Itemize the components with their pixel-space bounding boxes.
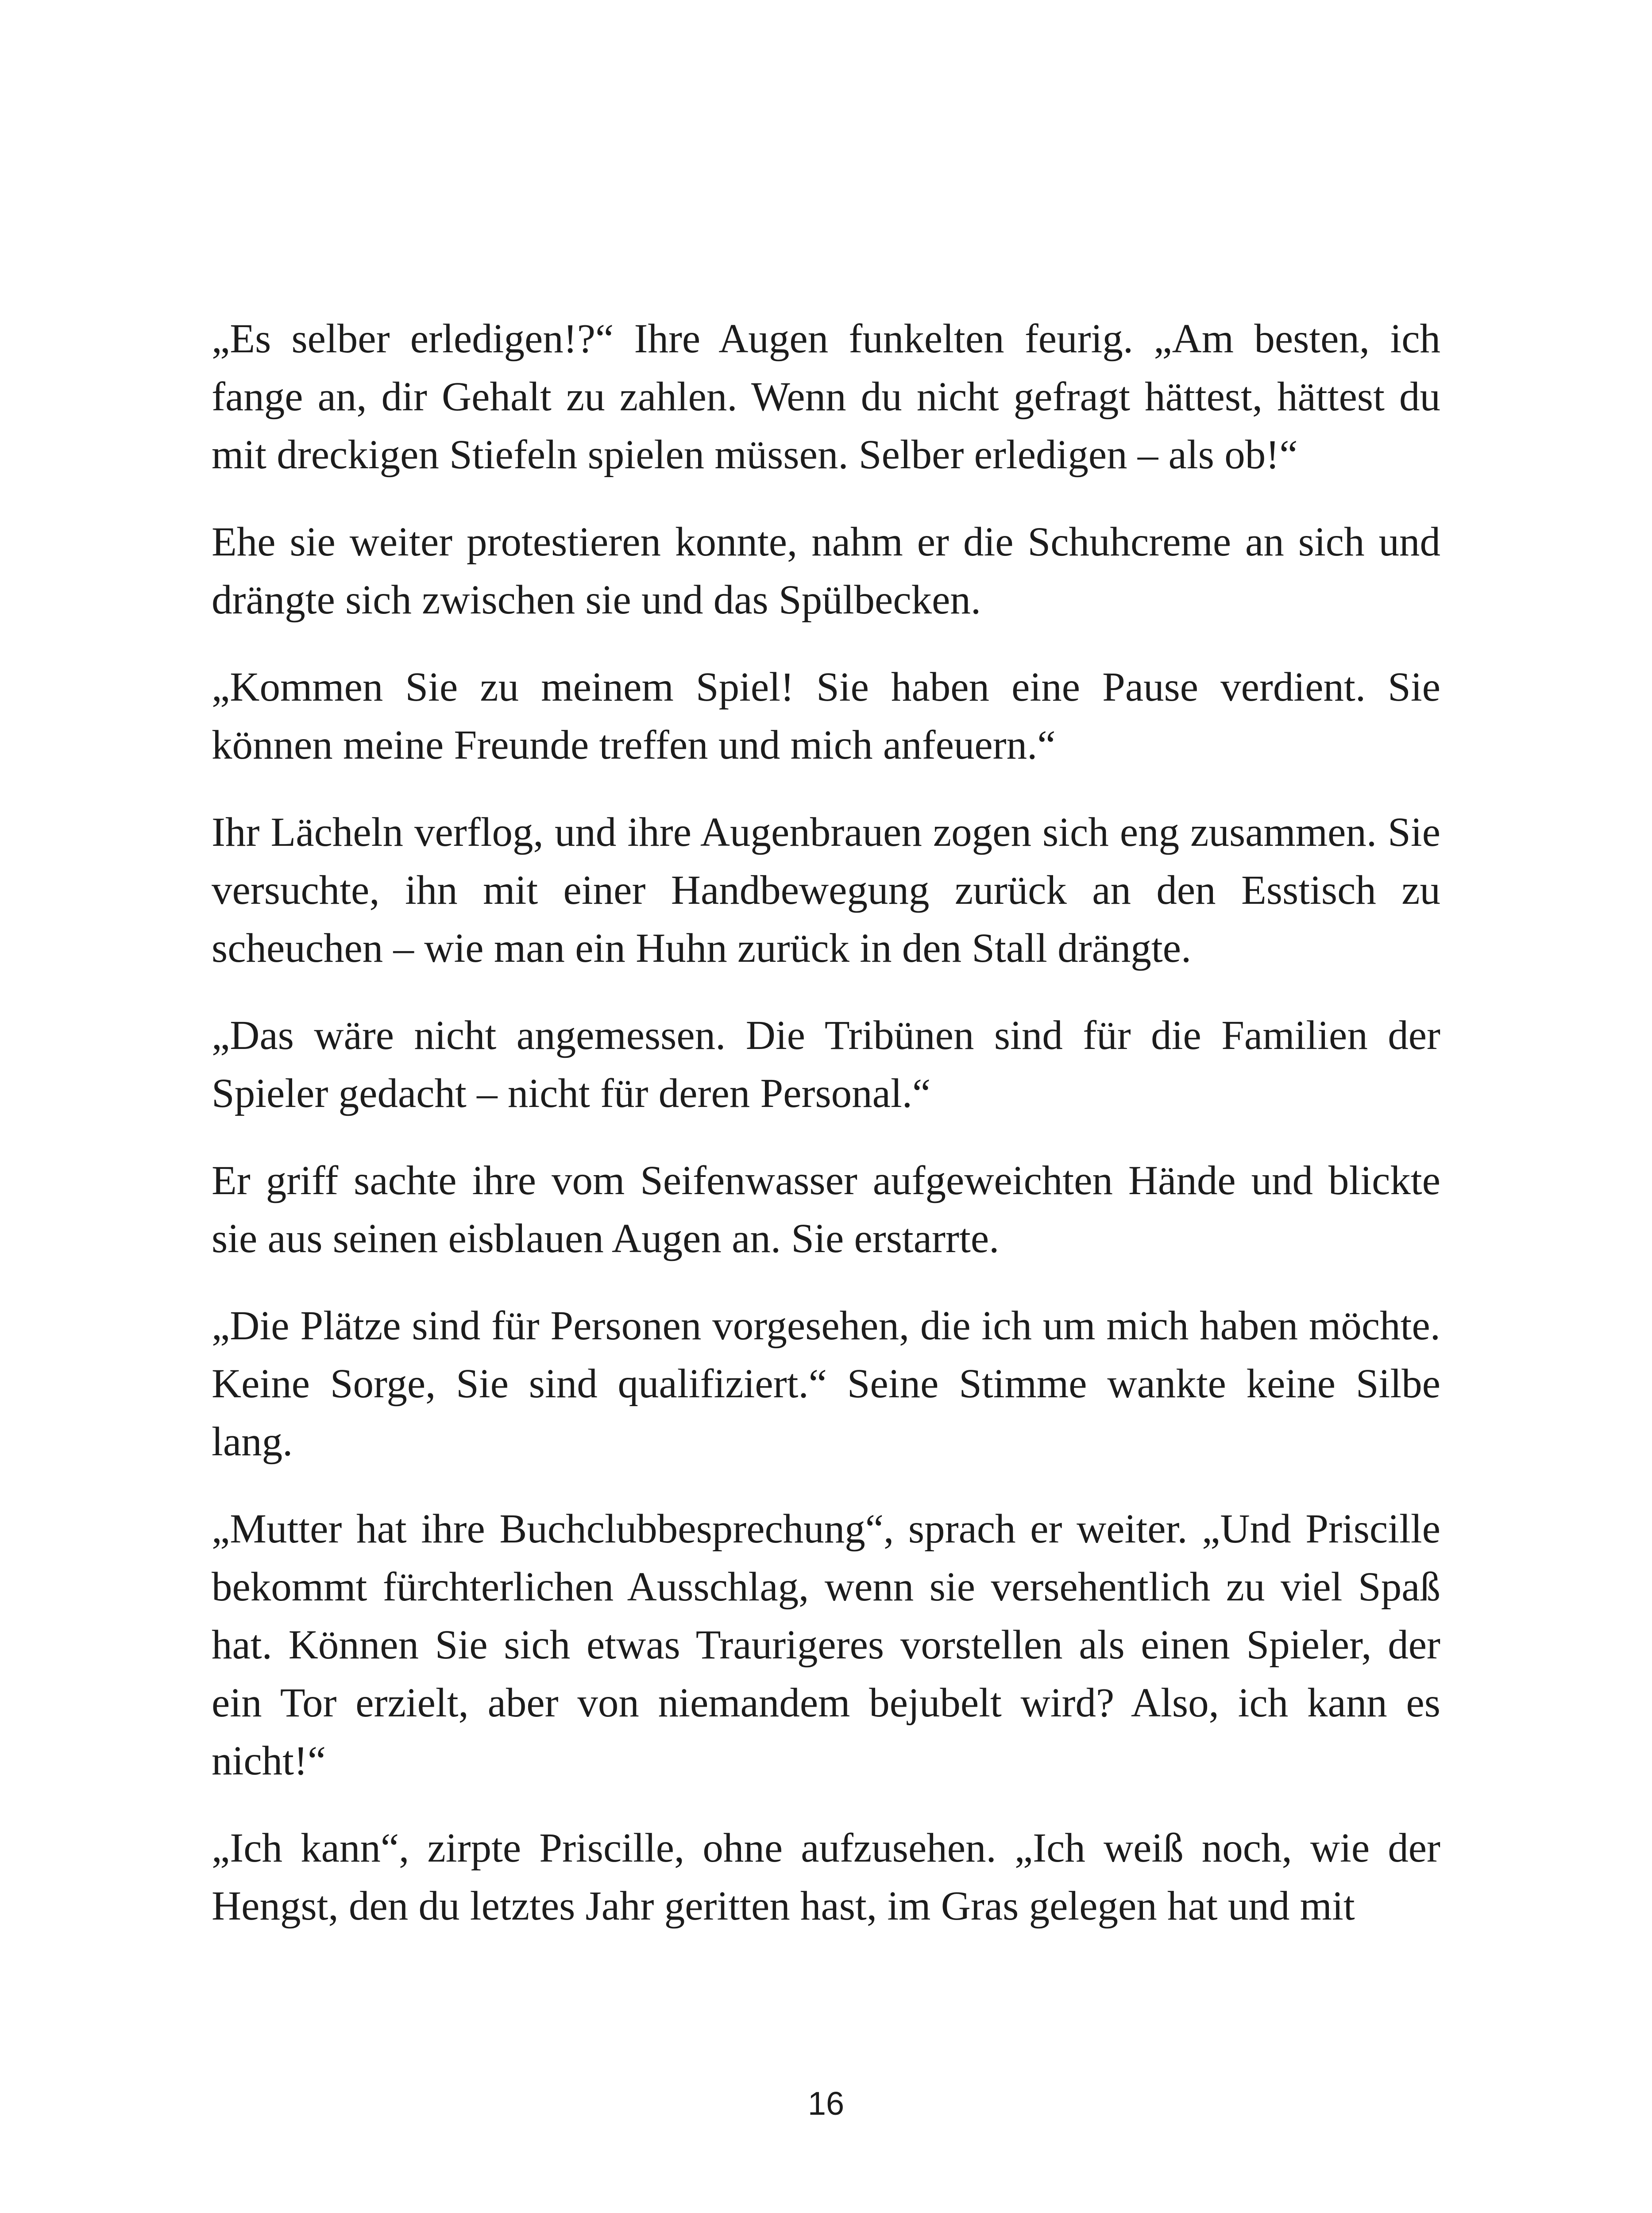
page-number: 16 (807, 2085, 845, 2122)
body-text (212, 310, 1440, 1964)
paragraph: „Die Plätze sind für Personen vorgesehen, die ich um mich haben möchte. Keine Sorge, Sie sind qualifiziert.“ Seine Stimme wankte keine Silbe lang. (212, 1303, 1440, 1465)
paragraph: Ehe sie weiter protestieren konnte, nahm er die Schuhcreme an sich und drängte sich zwischen sie und das Spülbecken. (212, 519, 1440, 623)
paragraph: „Ich kann“, zirpte Priscille, ohne aufzusehen. „Ich weiß noch, wie der Hengst, den du letztes Jahr geritten hast, im Gras gelegen hat und mit (212, 1825, 1440, 1929)
paragraph: Ihr Lächeln verflog, und ihre Augenbrauen zogen sich eng zusammen. Sie versuchte, ihn mit einer Handbewegung zurück an den Esstisch zu scheuchen – wie man ein Huhn zurück in den Stall drängte. (212, 810, 1440, 971)
paragraph: „Das wäre nicht angemessen. Die Tribünen sind für die Familien der Spieler gedacht – nicht für deren Personal.“ (212, 1013, 1440, 1116)
paragraph: Er griff sachte ihre vom Seifenwasser aufgeweichten Hände und blickte sie aus seinen eisblauen Augen an. Sie erstarrte. (212, 1158, 1440, 1261)
paragraph: „Kommen Sie zu meinem Spiel! Sie haben eine Pause verdient. Sie können meine Freunde treffen und mich anfeuern.“ (212, 664, 1440, 768)
paragraph: „Es selber erledigen!?“ Ihre Augen funkelten feurig. „Am besten, ich fange an, dir Gehalt zu zahlen. Wenn du nicht gefragt hättest, hättest du mit dreckigen Stiefeln spielen müssen. Selber erledigen – als ob!“ (212, 316, 1440, 478)
paragraph: „Mutter hat ihre Buchclubbesprechung“, sprach er weiter. „Und Priscille bekommt fürchterlichen Ausschlag, wenn sie versehentlich zu viel Spaß hat. Können Sie sich etwas Traurigeres vorstellen als einen Spieler, der ein Tor erzielt, aber von niemandem bejubelt wird? Also, ich kann es nicht!“ (212, 1506, 1440, 1784)
